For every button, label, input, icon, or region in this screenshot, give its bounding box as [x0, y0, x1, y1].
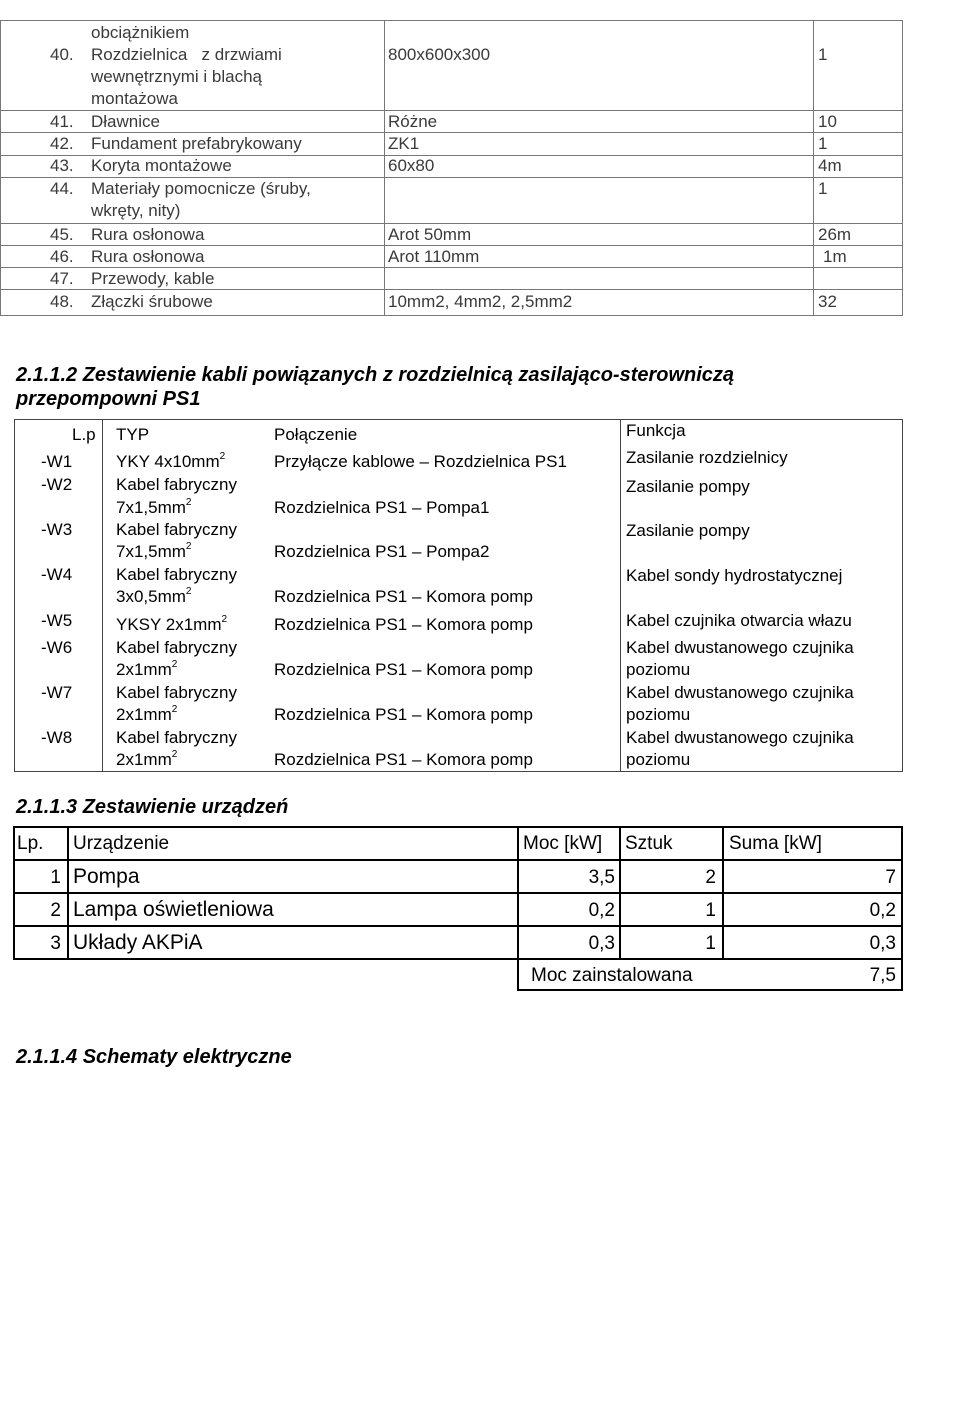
row-number: 47. — [50, 269, 74, 288]
table-cell: 10 — [818, 112, 837, 131]
device-sum: 7 — [885, 867, 896, 888]
cable-connection: Rozdzielnica PS1 – Komora pomp — [274, 705, 533, 724]
cable-id: -W6 — [41, 638, 73, 657]
table-cell: Dławnice — [91, 112, 160, 131]
row-number: 1 — [50, 867, 61, 888]
device-power: 3,5 — [588, 867, 615, 888]
device-count: 1 — [705, 933, 716, 954]
cable-connection: Rozdzielnica PS1 – Komora pomp — [274, 587, 533, 606]
table-cell: Materiały pomocnicze (śruby, — [91, 179, 311, 198]
cable-function: Zasilanie pompy — [626, 521, 750, 540]
column-header: Sztuk — [625, 833, 673, 854]
cable-id: -W4 — [41, 565, 73, 584]
cable-id: -W5 — [41, 611, 73, 630]
device-count: 1 — [705, 900, 716, 921]
row-number: 48. — [50, 292, 74, 311]
table-cell: 1m — [823, 247, 847, 266]
table-cell: Rura osłonowa — [91, 247, 205, 266]
device-power: 0,2 — [588, 900, 615, 921]
table-cell: obciążnikiem — [91, 23, 190, 42]
cable-type: Kabel fabryczny — [116, 683, 237, 702]
device-sum: 0,2 — [869, 900, 896, 921]
cable-function: Kabel sondy hydrostatycznej — [626, 566, 843, 585]
table-cell: Rura osłonowa — [91, 225, 205, 244]
table-cell: Różne — [388, 112, 438, 131]
cable-size: $2x1mm^2$ — [116, 749, 178, 769]
table-cell: 1 — [818, 45, 828, 64]
cable-function: Zasilanie pompy — [626, 477, 750, 496]
device-name: Pompa — [73, 865, 140, 888]
cable-size: $2x1mm^2$ — [116, 659, 178, 679]
device-power: 0,3 — [588, 933, 615, 954]
table-divider — [620, 420, 621, 771]
cable-type: Kabel fabryczny — [116, 520, 237, 539]
column-header: Urządzenie — [73, 833, 170, 854]
cable-id: -W7 — [41, 683, 73, 702]
table-divider — [384, 21, 385, 315]
table-cell: Fundament prefabrykowany — [91, 134, 302, 153]
cable-connection: Przyłącze kablowe – Rozdzielnica PS1 — [274, 452, 567, 471]
column-header: Funkcja — [626, 421, 686, 440]
table-divider — [13, 859, 903, 861]
table-cell: Złączki śrubowe — [91, 292, 213, 311]
row-number: 2 — [50, 900, 61, 921]
table-cell: 32 — [818, 292, 837, 311]
cable-function: Kabel czujnika otwarcia włazu — [626, 611, 852, 630]
table-divider — [901, 826, 903, 991]
table-divider — [13, 958, 903, 960]
total-label: Moc zainstalowana — [531, 965, 693, 986]
cable-type: Kabel fabryczny — [116, 638, 237, 657]
total-value: 7,5 — [869, 965, 896, 986]
table-divider — [13, 925, 903, 927]
row-number: 43. — [50, 156, 74, 175]
table-divider — [13, 826, 903, 828]
table-cell: wkręty, nity) — [91, 201, 181, 220]
cable-connection: Rozdzielnica PS1 – Pompa2 — [274, 542, 490, 561]
device-name: Układy AKPiA — [73, 931, 203, 954]
table-divider — [813, 21, 814, 315]
column-header: L.p — [72, 425, 96, 444]
table-cell: ZK1 — [388, 134, 420, 153]
cable-function: Zasilanie rozdzielnicy — [626, 448, 788, 467]
column-header: Moc [kW] — [523, 833, 603, 854]
column-header: TYP — [116, 425, 150, 444]
device-name: Lampa oświetleniowa — [73, 898, 274, 921]
row-number: 41. — [50, 112, 74, 131]
row-number: 45. — [50, 225, 74, 244]
table-cell: 26m — [818, 225, 852, 244]
table-cell: Koryta montażowe — [91, 156, 232, 175]
table-cell: Arot 110mm — [388, 247, 480, 266]
cable-type: Kabel fabryczny — [116, 565, 237, 584]
column-header: Połączenie — [274, 425, 358, 444]
cable-connection: Rozdzielnica PS1 – Komora pomp — [274, 660, 533, 679]
section-heading: 2.1.1.4 Schematy elektryczne — [16, 1046, 292, 1068]
cable-id: -W1 — [41, 452, 73, 471]
row-number: 46. — [50, 247, 74, 266]
row-number: 44. — [50, 179, 74, 198]
cable-type: Kabel fabryczny — [116, 475, 237, 494]
cable-function: Kabel dwustanowego czujnika — [626, 728, 854, 747]
table-cell: 60x80 — [388, 156, 435, 175]
cable-function-continued: poziomu — [626, 750, 691, 769]
device-count: 2 — [705, 867, 716, 888]
table-cell: 1 — [818, 134, 828, 153]
cable-function-continued: poziomu — [626, 705, 691, 724]
table-cell: wewnętrznymi i blachą — [91, 67, 263, 86]
cable-connection: Rozdzielnica PS1 – Pompa1 — [274, 498, 490, 517]
table-cell: Arot 50mm — [388, 225, 472, 244]
cable-size: $7x1,5mm^2$ — [116, 497, 192, 517]
table-divider — [13, 892, 903, 894]
cable-size: $2x1mm^2$ — [116, 704, 178, 724]
section-heading: 2.1.1.3 Zestawienie urządzeń — [16, 796, 289, 818]
table-divider — [67, 826, 69, 960]
cable-id: -W8 — [41, 728, 73, 747]
table-cell: 1 — [818, 179, 828, 198]
cable-type: Kabel fabryczny — [116, 728, 237, 747]
cable-connection: Rozdzielnica PS1 – Komora pomp — [274, 615, 533, 634]
row-number: 40. — [50, 45, 74, 64]
table-cell: Rozdzielnica z drzwiami — [91, 45, 282, 64]
section-heading: 2.1.1.2 Zestawienie kabli powiązanych z rozdzielnicą zasilająco-sterowniczą — [16, 364, 735, 386]
column-header: Suma [kW] — [729, 833, 822, 854]
row-number: 42. — [50, 134, 74, 153]
table-cell: Przewody, kable — [91, 269, 215, 288]
cable-size: $3x0,5mm^2$ — [116, 586, 192, 606]
row-number: 3 — [50, 933, 61, 954]
table-cell: montażowa — [91, 89, 178, 108]
cable-type: YKSY $2x1mm^2$ — [116, 614, 228, 634]
cable-function: Kabel dwustanowego czujnika — [626, 683, 854, 702]
section-heading-continued: przepompowni PS1 — [16, 388, 201, 410]
cable-function: Kabel dwustanowego czujnika — [626, 638, 854, 657]
device-sum: 0,3 — [869, 933, 896, 954]
table-cell: 4m — [818, 156, 842, 175]
column-header: Lp. — [17, 833, 44, 854]
table-cell: 800x600x300 — [388, 45, 491, 64]
table-divider — [517, 989, 903, 991]
cable-function-continued: poziomu — [626, 660, 691, 679]
cable-type: YKY $4x10mm^2$ — [116, 451, 226, 471]
cable-id: -W3 — [41, 520, 73, 539]
cable-size: $7x1,5mm^2$ — [116, 541, 192, 561]
table-divider — [102, 420, 103, 771]
cable-connection: Rozdzielnica PS1 – Komora pomp — [274, 750, 533, 769]
table-cell: 10mm2, 4mm2, 2,5mm2 — [388, 292, 573, 311]
cable-id: -W2 — [41, 475, 73, 494]
